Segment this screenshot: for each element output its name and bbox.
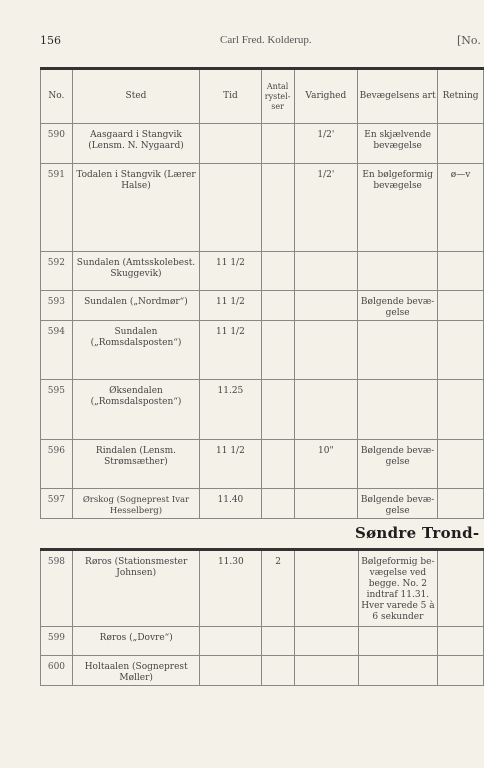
row-varighed: 1/2' — [294, 164, 358, 252]
row-tid: 11.40 — [200, 489, 261, 519]
row-varighed — [294, 627, 358, 656]
page-number: 156 — [40, 34, 61, 47]
row-art: En bølgeformig bevægelse — [358, 164, 438, 252]
row-art: Bølgende bevæ-gelse — [358, 291, 438, 321]
table-row — [41, 627, 484, 656]
row-sted: Sundalen („Nordmør“) — [72, 291, 199, 321]
row-sted: Rindalen (Lensm. Strømsæther) — [72, 440, 199, 489]
row-art — [358, 380, 438, 440]
col-header-no: No. — [41, 69, 73, 124]
row-no: 596 — [41, 440, 73, 489]
row-antal — [261, 321, 294, 380]
row-sted: Todalen i Stangvik (Lærer Halse) — [72, 164, 199, 252]
row-antal — [262, 656, 295, 686]
table-row — [41, 291, 484, 321]
row-sted: Ørskog (Sogneprest Ivar Hesselberg) — [72, 489, 199, 519]
row-retning — [438, 252, 484, 291]
row-retning: ø—v — [438, 164, 484, 252]
row-art — [358, 656, 438, 686]
row-tid — [200, 627, 262, 656]
row-sted: Sundalen („Romsdalsposten“) — [72, 321, 199, 380]
table-row — [41, 321, 484, 380]
row-sted: Aasgaard i Stangvik (Lensm. N. Nygaard) — [72, 124, 199, 164]
row-sted: Øksendalen („Romsdalsposten“) — [72, 380, 199, 440]
row-varighed — [294, 656, 358, 686]
row-art — [358, 252, 438, 291]
row-no: 590 — [41, 124, 73, 164]
row-tid: 11 1/2 — [200, 440, 261, 489]
row-varighed — [294, 550, 358, 627]
row-tid — [200, 164, 261, 252]
row-no: 593 — [41, 291, 73, 321]
col-header-antal: Antal rystel-ser — [261, 69, 294, 124]
row-antal — [261, 489, 294, 519]
col-header-sted: Sted — [72, 69, 199, 124]
table-row — [41, 440, 484, 489]
earthquake-table-2 — [40, 548, 484, 686]
row-no: 594 — [41, 321, 73, 380]
row-varighed — [294, 252, 358, 291]
row-tid: 11.25 — [200, 380, 261, 440]
row-antal — [261, 252, 294, 291]
row-varighed: 10" — [294, 440, 358, 489]
row-varighed: 1/2' — [294, 124, 358, 164]
row-retning — [438, 321, 484, 380]
row-tid — [200, 124, 261, 164]
row-no: 591 — [41, 164, 73, 252]
row-varighed — [294, 291, 358, 321]
page-header — [0, 34, 484, 48]
row-tid: 11.30 — [200, 550, 262, 627]
col-header-tid: Tid — [200, 69, 261, 124]
row-varighed — [294, 321, 358, 380]
row-art — [358, 321, 438, 380]
row-antal — [261, 291, 294, 321]
row-antal — [261, 380, 294, 440]
row-sted: Røros (Stationsmester Johnsen) — [72, 550, 200, 627]
earthquake-table-1 — [40, 67, 484, 519]
row-varighed — [294, 489, 358, 519]
header-row — [41, 69, 484, 124]
row-sted: Holtaalen (Sogneprest Møller) — [72, 656, 200, 686]
row-antal: 2 — [262, 550, 295, 627]
row-retning — [438, 656, 484, 686]
row-antal — [262, 627, 295, 656]
row-sted: Røros („Dovre“) — [72, 627, 200, 656]
row-retning — [438, 291, 484, 321]
row-retning — [438, 627, 484, 656]
table-row — [41, 164, 484, 252]
table-row — [41, 124, 484, 164]
row-retning — [438, 380, 484, 440]
table-row — [41, 656, 484, 686]
col-header-art: Bevægelsens art — [358, 69, 438, 124]
row-antal — [261, 124, 294, 164]
row-no: 592 — [41, 252, 73, 291]
col-header-varighed: Varighed — [294, 69, 358, 124]
row-no: 595 — [41, 380, 73, 440]
row-no: 600 — [41, 656, 73, 686]
row-tid: 11 1/2 — [200, 291, 261, 321]
row-no: 597 — [41, 489, 73, 519]
row-art: Bølgeformig be-vægelse ved begge. No. 2 indtraf 11.31. Hver varede 5 à 6 sekunder — [358, 550, 438, 627]
row-retning — [438, 124, 484, 164]
row-antal — [261, 164, 294, 252]
row-retning — [438, 440, 484, 489]
table-row — [41, 550, 484, 627]
row-antal — [261, 440, 294, 489]
row-sted: Sundalen (Amtsskolebest. Skuggevik) — [72, 252, 199, 291]
row-retning — [438, 489, 484, 519]
table-row — [41, 380, 484, 440]
row-art: En skjælvende bevægelse — [358, 124, 438, 164]
row-no: 598 — [41, 550, 73, 627]
row-art: Bølgende bevæ-gelse — [358, 440, 438, 489]
row-art — [358, 627, 438, 656]
table-row — [41, 252, 484, 291]
row-no: 599 — [41, 627, 73, 656]
row-tid: 11 1/2 — [200, 252, 261, 291]
row-varighed — [294, 380, 358, 440]
section-title: Søndre Trond- — [355, 524, 480, 542]
row-art: Bølgende bevæ-gelse — [358, 489, 438, 519]
running-title: Carl Fred. Kolderup. — [220, 34, 312, 46]
row-retning — [438, 550, 484, 627]
row-tid: 11 1/2 — [200, 321, 261, 380]
running-right: [No. — [457, 34, 481, 47]
row-tid — [200, 656, 262, 686]
table-row — [41, 489, 484, 519]
col-header-retning: Retning — [438, 69, 484, 124]
